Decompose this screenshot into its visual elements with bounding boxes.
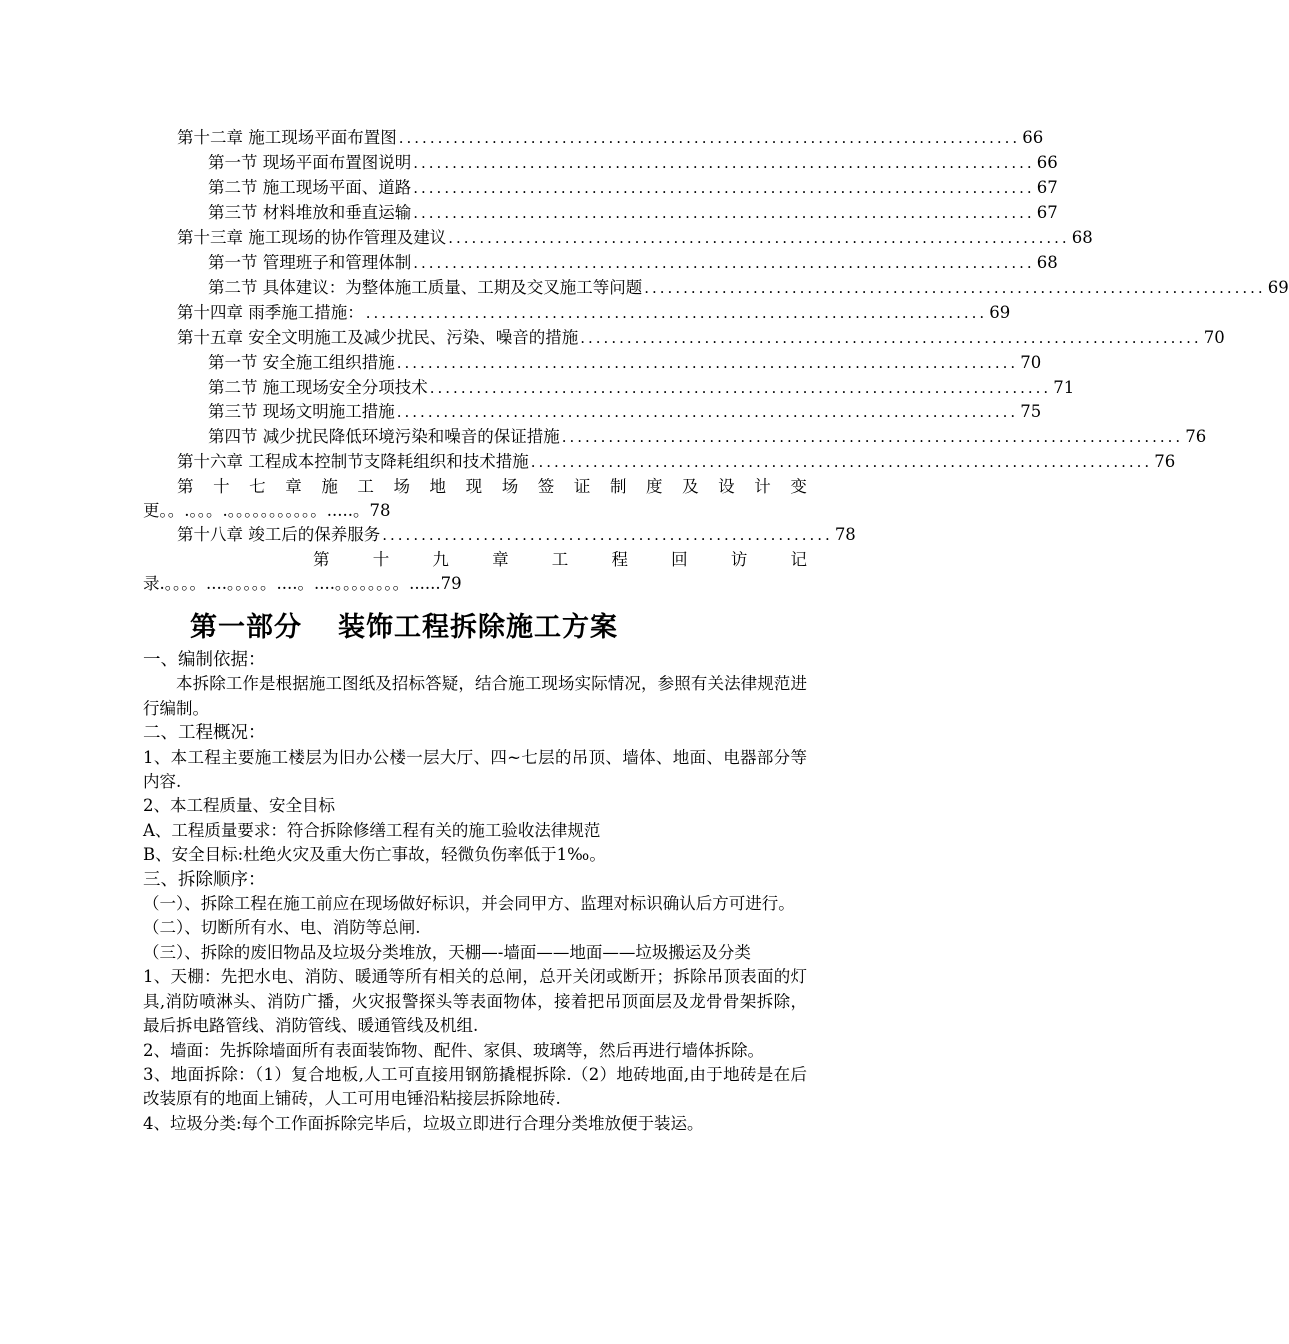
toc-dot-leader: ................................................................................ (398, 129, 1021, 147)
toc-entry-page: 66 (1036, 153, 1058, 172)
toc-dot-leader: ................................................................................ (413, 254, 1035, 272)
toc-entry-chapter[interactable] (177, 226, 1093, 250)
toc-char: 计 (754, 477, 771, 496)
toc-entry-page: 67 (1036, 203, 1058, 222)
toc-char: 十 (213, 477, 230, 496)
toc-entry-section[interactable] (208, 201, 1058, 225)
toc-dot-leader: ................................................................................ (413, 204, 1035, 222)
paragraph: 3、地面拆除：（1）复合地板,人工可直接用钢筋撬棍拆除.（2）地砖地面,由于地砖是在后改装原有的地面上铺砖，人工可用电锤沿粘接层拆除地砖. (143, 1064, 807, 1109)
toc-entry-page: 71 (1053, 378, 1075, 397)
toc-char: 九 (432, 550, 449, 569)
toc-entry-label: 第十六章 工程成本控制节支降耗组织和技术措施 (177, 452, 529, 471)
toc-char: 七 (249, 477, 266, 496)
toc-entry-page: 67 (1036, 178, 1058, 197)
toc-char: 工 (357, 477, 374, 496)
toc-dot-leader: ................................................................................ (396, 403, 1019, 421)
toc-entry-line (177, 475, 807, 499)
toc-entry-label: 第十五章 安全文明施工及减少扰民、污染、噪音的措施 (177, 328, 579, 347)
toc-entry-label: 第十八章 竣工后的保养服务 (177, 525, 381, 544)
paragraph: 2、本工程质量、安全目标 (143, 796, 335, 816)
toc-entry-label: 第三节 现场文明施工措施 (208, 402, 395, 421)
toc-entry-page: 68 (1036, 253, 1058, 272)
toc-entry-label: 第一节 现场平面布置图说明 (208, 153, 412, 172)
toc-entry-chapter[interactable] (177, 126, 1044, 150)
toc-char: 访 (730, 550, 748, 569)
toc-dot-leader: ................................................................................ (396, 354, 1019, 372)
toc-dot-leader: ................................................................................ (365, 304, 988, 322)
toc-char: 场 (393, 477, 410, 496)
toc-entry-section[interactable] (208, 425, 1207, 449)
part-heading: 装饰工程拆除施工方案 (338, 612, 618, 643)
toc-entry-line: 录.。。。。....。。。。。....。....。。。。。。。。......79 (143, 574, 462, 593)
paragraph: 本拆除工作是根据施工图纸及招标答疑，结合施工现场实际情况，参照有关法律规范进行编制。 (143, 674, 807, 718)
toc-char: 工 (551, 550, 569, 569)
toc-dot-leader: ................................................................................ (429, 379, 1052, 397)
toc-char: 章 (285, 477, 302, 496)
toc-entry-page: 78 (834, 525, 856, 544)
toc-entry-line (143, 548, 807, 572)
section-heading: 二、工程概况： (143, 723, 266, 744)
toc-dot-leader: .......................................................... (382, 526, 833, 544)
toc-entry-section[interactable] (208, 276, 1289, 300)
toc-entry-page: 70 (1203, 328, 1225, 347)
toc-entry-label: 第二节 具体建议：为整体施工质量、工期及交叉施工等问题 (208, 278, 643, 297)
toc-entry-label: 第十三章 施工现场的协作管理及建议 (177, 228, 447, 247)
toc-entry-page: 69 (989, 303, 1011, 322)
toc-entry-chapter[interactable] (177, 301, 1011, 325)
toc-char: 证 (573, 477, 591, 496)
toc-dot-leader: ................................................................................ (580, 329, 1202, 347)
paragraph: 1、本工程主要施工楼层为旧办公楼一层大厅、四~七层的吊顶、墙体、地面、电器部分等内容. (143, 747, 807, 792)
toc-entry-page: 76 (1154, 452, 1176, 471)
toc-entry-page: 69 (1267, 278, 1289, 297)
paragraph: B、安全目标:杜绝火灾及重大伤亡事故，轻微负伤率低于1‰。 (143, 845, 606, 865)
toc-char: 章 (492, 550, 509, 569)
toc-entry-chapter-19[interactable] (143, 548, 807, 596)
toc-dot-leader: ................................................................................ (530, 453, 1153, 471)
toc-dot-leader: ................................................................................ (644, 279, 1266, 297)
toc-char: 地 (429, 477, 447, 496)
toc-entry-page: 76 (1185, 427, 1207, 446)
paragraph: 1、天棚：先把水电、消防、暖通等所有相关的总闸，总开关闭或断开；拆除吊顶表面的灯具,消防喷淋头、消防广播，火灾报警探头等表面物体，接着把吊顶面层及龙骨骨架拆除，最后拆电路管线、消防管线、暖通管线及机组. (143, 967, 807, 1036)
toc-entry-label: 第一节 安全施工组织措施 (208, 353, 395, 372)
toc-char: 第 (313, 550, 330, 569)
toc-entry-page: 75 (1020, 402, 1042, 421)
toc-dot-leader: ................................................................................ (413, 179, 1035, 197)
toc-entry-section[interactable] (208, 376, 1075, 400)
toc-entry-label: 第十四章 雨季施工措施： (177, 303, 364, 322)
paragraph: A、工程质量要求：符合拆除修缮工程有关的施工验收法律规范 (143, 820, 601, 840)
toc-entry-chapter[interactable] (177, 326, 1225, 350)
toc-dot-leader: ................................................................................ (413, 154, 1035, 172)
toc-entry-section[interactable] (208, 351, 1042, 375)
toc-char: 变 (790, 477, 807, 496)
toc-entry-label: 第四节 减少扰民降低环境污染和噪音的保证措施 (208, 427, 560, 446)
section-heading: 一、编制依据： (143, 650, 266, 670)
toc-char: 记 (790, 550, 807, 569)
toc-char: 制 (609, 477, 627, 496)
toc-entry-section[interactable] (208, 176, 1058, 200)
document-body (143, 648, 807, 1136)
part-number: 第一部分 (190, 612, 302, 643)
paragraph: （三）、拆除的废旧物品及垃圾分类堆放，天棚—-墙面——地面——垃圾搬运及分类 (143, 942, 751, 962)
toc-entry-section[interactable] (208, 400, 1042, 424)
toc-entry-section[interactable] (208, 251, 1058, 275)
toc-dot-leader: ................................................................................ (561, 428, 1184, 446)
paragraph: 4、垃圾分类:每个工作面拆除完毕后，垃圾立即进行合理分类堆放便于装运。 (143, 1113, 704, 1133)
part-title (190, 605, 618, 644)
toc-char: 及 (682, 477, 699, 496)
toc-char: 度 (646, 477, 663, 496)
paragraph: （二）、切断所有水、电、消防等总闸. (143, 918, 421, 938)
toc-char: 签 (537, 477, 555, 496)
toc-entry-section[interactable] (208, 151, 1058, 175)
toc-entry-page: 66 (1022, 128, 1044, 147)
toc-entry-line: 更。。.。。。.。。。。。。。。。。。.....。78 (143, 501, 391, 520)
toc-char: 现 (465, 477, 483, 496)
toc-dot-leader: ................................................................................ (448, 229, 1070, 247)
toc-char: 程 (611, 550, 628, 569)
paragraph: 2、墙面：先拆除墙面所有表面装饰物、配件、家俱、玻璃等，然后再进行墙体拆除。 (143, 1040, 764, 1060)
toc-entry-chapter[interactable] (177, 450, 1176, 474)
toc-entry-chapter-17[interactable] (143, 475, 807, 523)
toc-char: 设 (718, 477, 735, 496)
toc-char: 施 (321, 477, 338, 496)
section-heading: 三、拆除顺序： (143, 869, 266, 890)
toc-entry-label: 第十二章 施工现场平面布置图 (177, 128, 397, 147)
toc-entry-page: 68 (1071, 228, 1093, 247)
toc-char: 回 (671, 550, 688, 569)
toc-entry-label: 第一节 管理班子和管理体制 (208, 253, 412, 272)
paragraph: （一）、拆除工程在施工前应在现场做好标识，并会同甲方、监理对标识确认后方可进行。 (143, 894, 795, 914)
toc-char: 场 (501, 477, 519, 496)
toc-char: 十 (372, 550, 390, 569)
toc-entry-chapter-18[interactable] (177, 523, 856, 547)
toc-char: 第 (177, 477, 194, 496)
toc-entry-label: 第二节 施工现场安全分项技术 (208, 378, 428, 397)
toc-entry-page: 70 (1020, 353, 1042, 372)
toc-entry-label: 第二节 施工现场平面、道路 (208, 178, 412, 197)
toc-entry-label: 第三节 材料堆放和垂直运输 (208, 203, 412, 222)
